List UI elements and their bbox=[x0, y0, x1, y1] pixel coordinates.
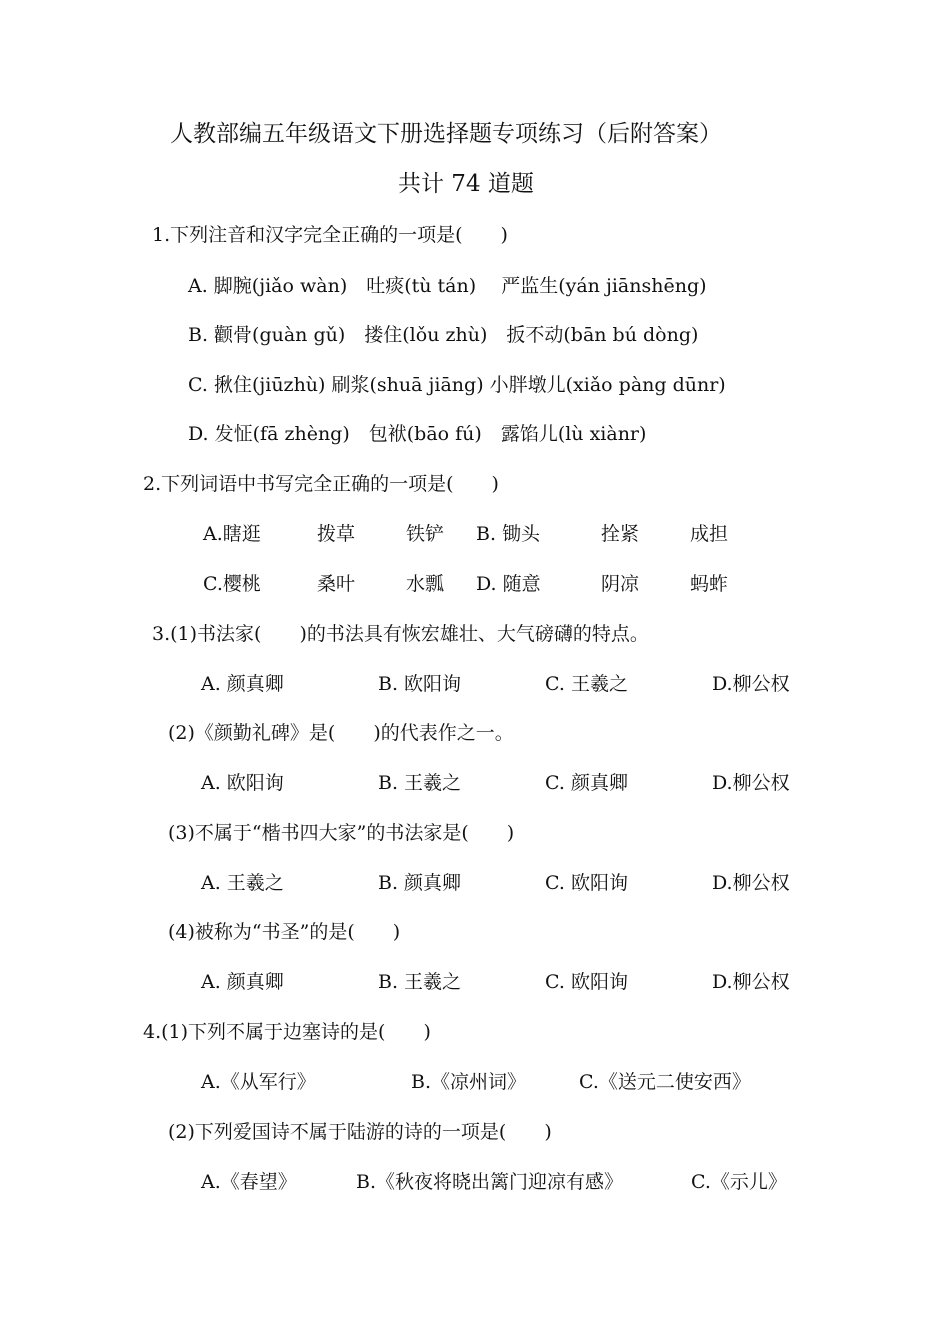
q2-word: 蚂蚱 bbox=[690, 573, 729, 595]
q3-part-4: (4)被称为“书圣”的是( ) bbox=[168, 921, 401, 943]
q3-part-3-options bbox=[201, 871, 812, 895]
q4-part-2-options bbox=[201, 1170, 801, 1194]
option: C. 欧阳询 bbox=[545, 971, 628, 993]
q2-word: 拨草 bbox=[317, 523, 356, 545]
option: B. 欧阳询 bbox=[378, 673, 462, 695]
option: B. 颜真卿 bbox=[378, 872, 462, 894]
q1-option-b: B. 颧骨(guàn gǔ) 搂住(lǒu zhù) 扳不动(bān bú dòng) bbox=[188, 324, 699, 346]
option: A.《春望》 bbox=[201, 1171, 297, 1193]
q3-part-1: 3.(1)书法家( )的书法具有恢宏雄壮、大气磅礴的特点。 bbox=[152, 623, 649, 645]
q4-part-1-options bbox=[201, 1070, 789, 1094]
q2-word: 阴凉 bbox=[601, 573, 640, 595]
option: A. 颜真卿 bbox=[201, 971, 284, 993]
option: A.《从军行》 bbox=[201, 1071, 316, 1093]
option: D.柳公权 bbox=[712, 673, 790, 695]
option: A. 欧阳询 bbox=[201, 772, 284, 794]
q2-word: C.樱桃 bbox=[203, 573, 261, 595]
option: A. 王羲之 bbox=[201, 872, 284, 894]
option: C. 欧阳询 bbox=[545, 872, 628, 894]
q1-option-d: D. 发怔(fā zhèng) 包袱(bāo fú) 露馅儿(lù xiànr) bbox=[188, 423, 647, 445]
question-count: 共计 74 道题 bbox=[398, 171, 534, 197]
option: B.《凉州词》 bbox=[411, 1071, 527, 1093]
q2-word: 桑叶 bbox=[317, 573, 356, 595]
q2-word: 铁铲 bbox=[406, 523, 445, 545]
q2-stem: 2.下列词语中书写完全正确的一项是( ) bbox=[143, 473, 499, 495]
q1-stem: 1.下列注音和汉字完全正确的一项是( ) bbox=[152, 224, 508, 246]
q1-option-a: A. 脚腕(jiǎo wàn) 吐痰(tù tán) 严监生(yán jiānshēng) bbox=[188, 275, 707, 297]
page-title: 人教部编五年级语文下册选择题专项练习（后附答案） bbox=[170, 121, 722, 147]
q4-part-2: (2)下列爱国诗不属于陆游的诗的一项是( ) bbox=[168, 1121, 552, 1143]
option: B. 王羲之 bbox=[378, 971, 462, 993]
q3-part-2: (2)《颜勤礼碑》是( )的代表作之一。 bbox=[168, 722, 514, 744]
q2-options-row-2 bbox=[203, 572, 750, 596]
q3-part-1-options bbox=[201, 672, 812, 696]
q2-word: 拴紧 bbox=[601, 523, 640, 545]
option: A. 颜真卿 bbox=[201, 673, 284, 695]
option: D.柳公权 bbox=[712, 772, 790, 794]
option: C. 王羲之 bbox=[545, 673, 628, 695]
q3-part-2-options bbox=[201, 771, 812, 795]
q2-options-row-1 bbox=[203, 522, 750, 546]
option: B.《秋夜将晓出篱门迎凉有感》 bbox=[356, 1171, 624, 1193]
q2-word: B. 锄头 bbox=[476, 523, 541, 545]
option: D.柳公权 bbox=[712, 971, 790, 993]
q4-part-1: 4.(1)下列不属于边塞诗的是( ) bbox=[143, 1021, 431, 1043]
option: C. 颜真卿 bbox=[545, 772, 628, 794]
q2-word: A.瞎逛 bbox=[203, 523, 261, 545]
q3-part-4-options bbox=[201, 970, 812, 994]
option: C.《送元二使安西》 bbox=[579, 1071, 751, 1093]
q2-word: 成担 bbox=[690, 523, 729, 545]
q3-part-3: (3)不属于“楷书四大家”的书法家是( ) bbox=[168, 822, 515, 844]
option: D.柳公权 bbox=[712, 872, 790, 894]
option: B. 王羲之 bbox=[378, 772, 462, 794]
q2-word: 水瓢 bbox=[406, 573, 445, 595]
q2-word: D. 随意 bbox=[476, 573, 541, 595]
option: C.《示儿》 bbox=[691, 1171, 787, 1193]
q1-option-c: C. 揪住(jiūzhù) 刷浆(shuā jiāng) 小胖墩儿(xiǎo pàng dūnr) bbox=[188, 374, 726, 396]
